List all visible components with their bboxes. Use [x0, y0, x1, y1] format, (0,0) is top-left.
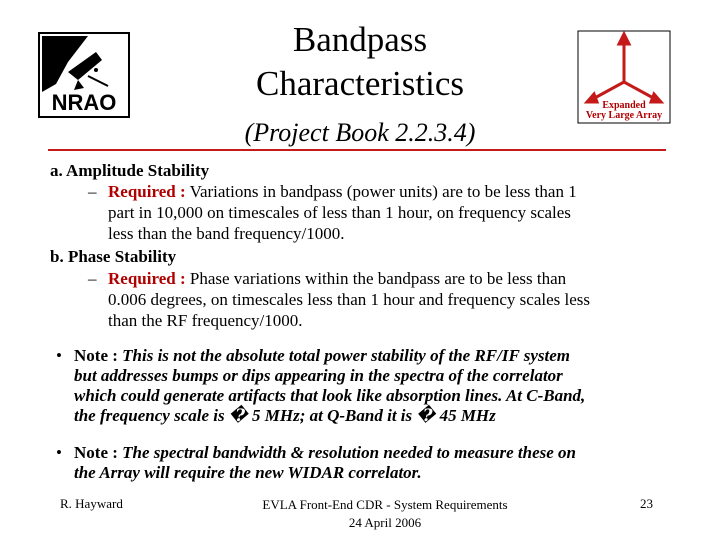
- item-line-3: than the RF frequency/1000.: [108, 311, 303, 330]
- section-heading-phase: b. Phase Stability: [50, 247, 177, 266]
- section-item-amplitude: [0, 181, 720, 244]
- note-line-2: the Array will require the new WIDAR correlator.: [74, 463, 422, 482]
- note-text: [74, 443, 690, 483]
- item-line-3: less than the band frequency/1000.: [108, 224, 345, 243]
- section-item-text: [108, 181, 686, 244]
- note-line-4: the frequency scale is � 5 MHz; at Q-Band it is � 45 MHz: [74, 406, 496, 425]
- note-bullet-2: [30, 443, 690, 485]
- bullet-marker: •: [56, 346, 62, 365]
- title-divider: [48, 149, 666, 151]
- note-text: [74, 346, 690, 426]
- dash-marker: –: [88, 269, 97, 288]
- page-title: [150, 18, 570, 106]
- evla-logo: [577, 30, 671, 124]
- evla-logo-text-1: Expanded: [602, 100, 646, 111]
- note-line-2: but addresses bumps or dips appearing in the spectra of the correlator: [74, 366, 563, 385]
- item-line-2: 0.006 degrees, on timescales less than 1 hour and frequency scales less: [108, 290, 590, 309]
- bullet-marker: •: [56, 443, 62, 462]
- footer-date: 24 April 2006: [348, 515, 422, 530]
- note-label: Note :: [74, 346, 118, 365]
- required-label: Required :: [108, 269, 186, 288]
- item-line-1: Phase variations within the bandpass are to be less than: [189, 269, 567, 288]
- nrao-logo: [38, 32, 130, 118]
- dash-marker: –: [88, 182, 97, 201]
- footer-title: EVLA Front-End CDR - System Requirements: [262, 497, 508, 512]
- note-label: Note :: [74, 443, 118, 462]
- footer-author: R. Hayward: [60, 496, 123, 511]
- title-line-2: Characteristics: [256, 64, 464, 103]
- section-heading-amplitude: a. Amplitude Stability: [50, 161, 210, 180]
- evla-logo-text-2: Very Large Array: [585, 110, 663, 121]
- note-bullet-1: [30, 346, 690, 430]
- section-item-text: [108, 268, 686, 331]
- title-line-1: Bandpass: [292, 20, 428, 59]
- note-line-3: which could generate artifacts that look like absorption lines. At C-Band,: [74, 386, 586, 405]
- note-line-1: The spectral bandwidth & resolution needed to measure these on: [122, 443, 576, 462]
- nrao-logo-text: NRAO: [51, 90, 117, 115]
- page-subtitle: (Project Book 2.2.3.4): [244, 118, 476, 147]
- note-line-1: This is not the absolute total power stability of the RF/IF system: [122, 346, 571, 365]
- section-item-phase: [0, 268, 720, 331]
- footer-center: [240, 496, 530, 532]
- required-label: Required :: [108, 182, 186, 201]
- footer-page-number: 23: [640, 496, 653, 511]
- item-line-1: Variations in bandpass (power units) are to be less than 1: [189, 182, 577, 201]
- item-line-2: part in 10,000 on timescales of less than 1 hour, on frequency scales: [108, 203, 571, 222]
